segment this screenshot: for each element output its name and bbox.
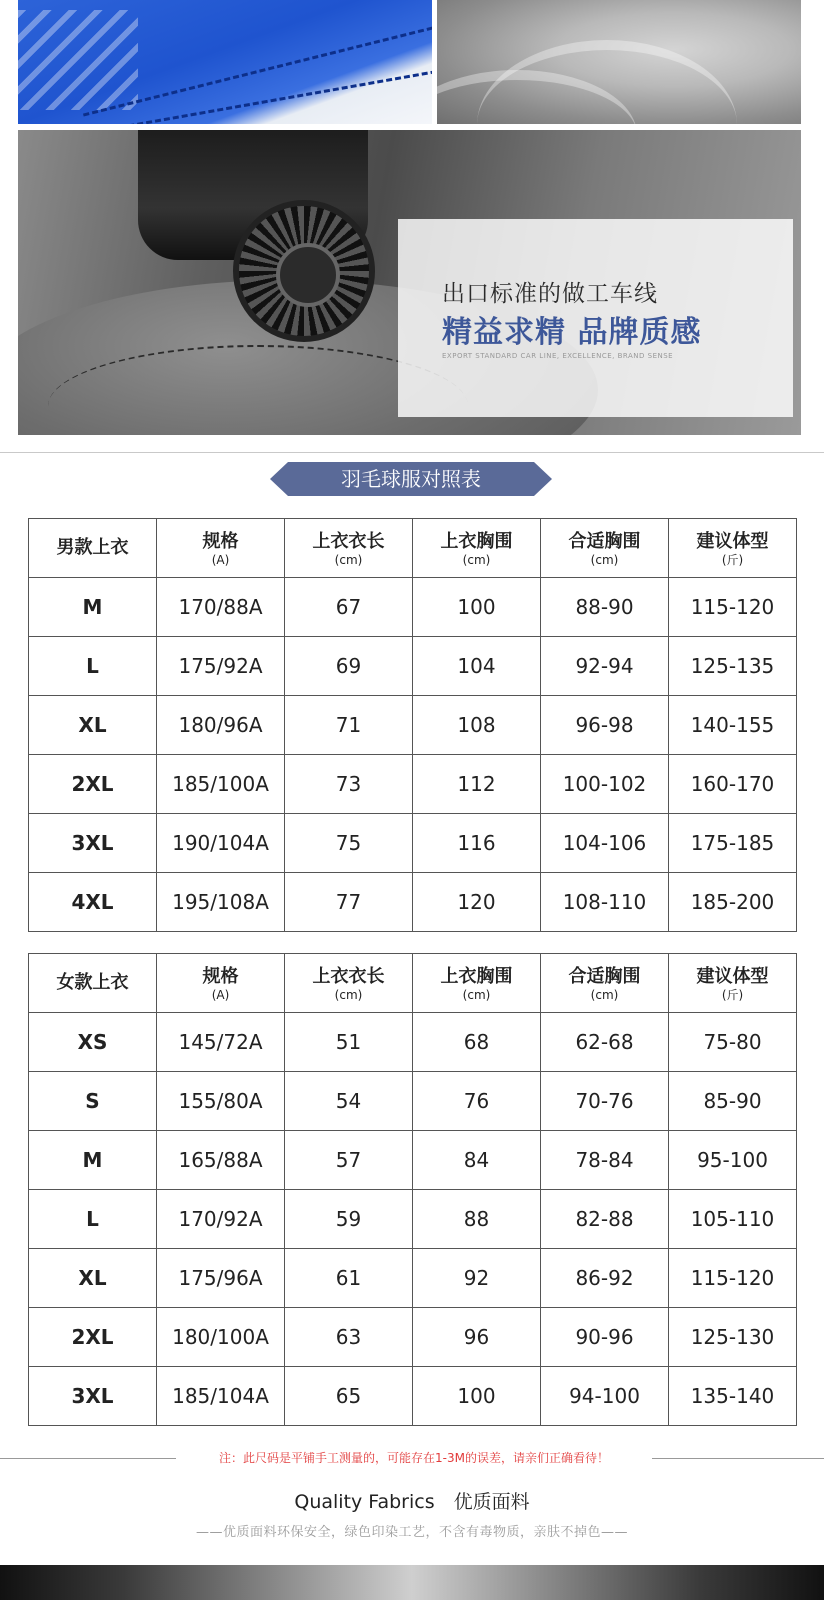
table-cell: 195/108A: [157, 873, 285, 932]
table-cell-size: XL: [29, 696, 157, 755]
table-cell: 82-88: [541, 1190, 669, 1249]
table-cell: 185/104A: [157, 1367, 285, 1426]
note-divider-left: [0, 1458, 176, 1459]
table-cell: 120: [413, 873, 541, 932]
header-cell: [413, 954, 541, 1013]
table-cell: 65: [285, 1367, 413, 1426]
table-cell: 61: [285, 1249, 413, 1308]
table-cell: 88: [413, 1190, 541, 1249]
header-label: 建议体型: [696, 965, 769, 987]
header-cell: [29, 954, 157, 1013]
table-cell-size: L: [29, 1190, 157, 1249]
table-cell: 67: [285, 578, 413, 637]
table-cell: 160-170: [669, 755, 797, 814]
table-cell: 175/92A: [157, 637, 285, 696]
table-cell: 115-120: [669, 1249, 797, 1308]
bottom-gradient-bar: [0, 1565, 824, 1600]
table-cell-size: 2XL: [29, 1308, 157, 1367]
header-label: 上衣胸围: [440, 530, 513, 552]
table-cell: 155/80A: [157, 1072, 285, 1131]
header-cell: [285, 954, 413, 1013]
table-cell: 92-94: [541, 637, 669, 696]
table-cell: 112: [413, 755, 541, 814]
table-cell: 69: [285, 637, 413, 696]
table-cell: 94-100: [541, 1367, 669, 1426]
header-unit: (cm): [334, 987, 363, 1002]
table-cell: 190/104A: [157, 814, 285, 873]
table-cell: 175-185: [669, 814, 797, 873]
table-cell: 71: [285, 696, 413, 755]
table-cell: 180/100A: [157, 1308, 285, 1367]
header-label: 上衣衣长: [312, 530, 385, 552]
table-cell: 59: [285, 1190, 413, 1249]
table-row: [29, 1013, 797, 1072]
table-cell: 100: [413, 1367, 541, 1426]
blue-fabric-photo: [18, 0, 432, 124]
table-cell: 51: [285, 1013, 413, 1072]
note-divider-right: [652, 1458, 824, 1459]
table-cell: 100-102: [541, 755, 669, 814]
table-cell: 104-106: [541, 814, 669, 873]
table-cell-size: S: [29, 1072, 157, 1131]
header-cell: [157, 519, 285, 578]
header-unit: (cm): [334, 552, 363, 567]
table-cell: 70-76: [541, 1072, 669, 1131]
header-unit: (cm): [590, 987, 619, 1002]
table-cell-size: M: [29, 578, 157, 637]
header-label: 规格: [202, 965, 239, 987]
table-cell: 57: [285, 1131, 413, 1190]
header-cell: [29, 519, 157, 578]
promo-headline: 出口标准的做工车线: [442, 281, 658, 307]
header-unit: (cm): [590, 552, 619, 567]
header-label: 合适胸围: [568, 965, 641, 987]
header-label: 男款上衣: [56, 536, 129, 558]
table-row: [29, 1308, 797, 1367]
header-unit: (A): [211, 987, 230, 1002]
table-row: [29, 873, 797, 932]
table-cell: 95-100: [669, 1131, 797, 1190]
section-divider: [0, 452, 824, 453]
table-cell: 115-120: [669, 578, 797, 637]
table-row: [29, 1249, 797, 1308]
table-cell: 170/92A: [157, 1190, 285, 1249]
header-label: 上衣胸围: [440, 965, 513, 987]
table-cell-size: XS: [29, 1013, 157, 1072]
table-cell: 108: [413, 696, 541, 755]
table-cell: 96: [413, 1308, 541, 1367]
table-cell: 84: [413, 1131, 541, 1190]
table-cell-size: 3XL: [29, 814, 157, 873]
table-cell: 185/100A: [157, 755, 285, 814]
header-cell: [669, 954, 797, 1013]
header-unit: (A): [211, 552, 230, 567]
table-cell: 108-110: [541, 873, 669, 932]
table-cell: 88-90: [541, 578, 669, 637]
gray-fabric-photo: [437, 0, 801, 124]
promo-english-caption: EXPORT STANDARD CAR LINE, EXCELLENCE, BRAND SENSE: [442, 352, 674, 360]
header-unit: (cm): [462, 552, 491, 567]
table-cell-size: XL: [29, 1249, 157, 1308]
table-cell: 140-155: [669, 696, 797, 755]
table-cell: 75: [285, 814, 413, 873]
header-label: 规格: [202, 530, 239, 552]
table-row: [29, 637, 797, 696]
header-unit: (斤): [721, 987, 744, 1002]
table-row: [29, 1131, 797, 1190]
header-unit: (斤): [721, 552, 744, 567]
table-cell: 116: [413, 814, 541, 873]
table-cell: 100: [413, 578, 541, 637]
table-cell: 125-135: [669, 637, 797, 696]
header-cell: [541, 954, 669, 1013]
table-cell: 145/72A: [157, 1013, 285, 1072]
table-cell: 165/88A: [157, 1131, 285, 1190]
fabric-print-pattern: [18, 10, 138, 110]
table-row: [29, 1190, 797, 1249]
measurement-note-row: [0, 1448, 824, 1468]
table-cell-size: M: [29, 1131, 157, 1190]
header-label: 女款上衣: [56, 971, 129, 993]
table-cell: 125-130: [669, 1308, 797, 1367]
table-cell-size: 2XL: [29, 755, 157, 814]
table-cell: 73: [285, 755, 413, 814]
table-cell: 75-80: [669, 1013, 797, 1072]
header-cell: [541, 519, 669, 578]
table-cell: 90-96: [541, 1308, 669, 1367]
table-cell: 92: [413, 1249, 541, 1308]
header-cell: [285, 519, 413, 578]
table-cell: 135-140: [669, 1367, 797, 1426]
table-cell-size: L: [29, 637, 157, 696]
table-cell: 185-200: [669, 873, 797, 932]
table-row: [29, 578, 797, 637]
table-row: [29, 1367, 797, 1426]
table-header-row: [29, 519, 797, 578]
table-cell: 78-84: [541, 1131, 669, 1190]
table-cell: 175/96A: [157, 1249, 285, 1308]
table-cell: 96-98: [541, 696, 669, 755]
men-size-table: [28, 518, 797, 932]
table-cell: 104: [413, 637, 541, 696]
quality-fabrics-title: Quality Fabrics 优质面料: [294, 1491, 530, 1513]
women-size-table: [28, 953, 797, 1426]
table-cell: 77: [285, 873, 413, 932]
table-cell-size: 3XL: [29, 1367, 157, 1426]
header-cell: [669, 519, 797, 578]
table-cell: 54: [285, 1072, 413, 1131]
table-cell: 85-90: [669, 1072, 797, 1131]
header-unit: (cm): [462, 987, 491, 1002]
table-header-row: [29, 954, 797, 1013]
table-cell: 63: [285, 1308, 413, 1367]
size-chart-title-ribbon: [270, 462, 552, 496]
header-label: 合适胸围: [568, 530, 641, 552]
table-row: [29, 755, 797, 814]
table-cell: 180/96A: [157, 696, 285, 755]
table-cell: 68: [413, 1013, 541, 1072]
table-row: [29, 696, 797, 755]
promo-slogan: 精益求精 品牌质感: [442, 315, 702, 350]
table-cell: 170/88A: [157, 578, 285, 637]
header-cell: [413, 519, 541, 578]
quality-fabrics-subtitle: ——优质面料环保安全，绿色印染工艺，不含有毒物质，亲肤不掉色——: [195, 1525, 628, 1540]
table-cell: 62-68: [541, 1013, 669, 1072]
table-cell: 105-110: [669, 1190, 797, 1249]
header-label: 建议体型: [696, 530, 769, 552]
table-cell: 76: [413, 1072, 541, 1131]
table-cell: 86-92: [541, 1249, 669, 1308]
feed-wheel-hub: [276, 243, 340, 307]
header-cell: [157, 954, 285, 1013]
table-row: [29, 1072, 797, 1131]
size-chart-title: 羽毛球服对照表: [341, 467, 481, 491]
table-row: [29, 814, 797, 873]
promo-box: [398, 219, 793, 417]
measurement-note: 注：此尺码是平铺手工测量的，可能存在1-3M的误差，请亲们正确看待！: [219, 1451, 609, 1465]
header-label: 上衣衣长: [312, 965, 385, 987]
table-cell-size: 4XL: [29, 873, 157, 932]
